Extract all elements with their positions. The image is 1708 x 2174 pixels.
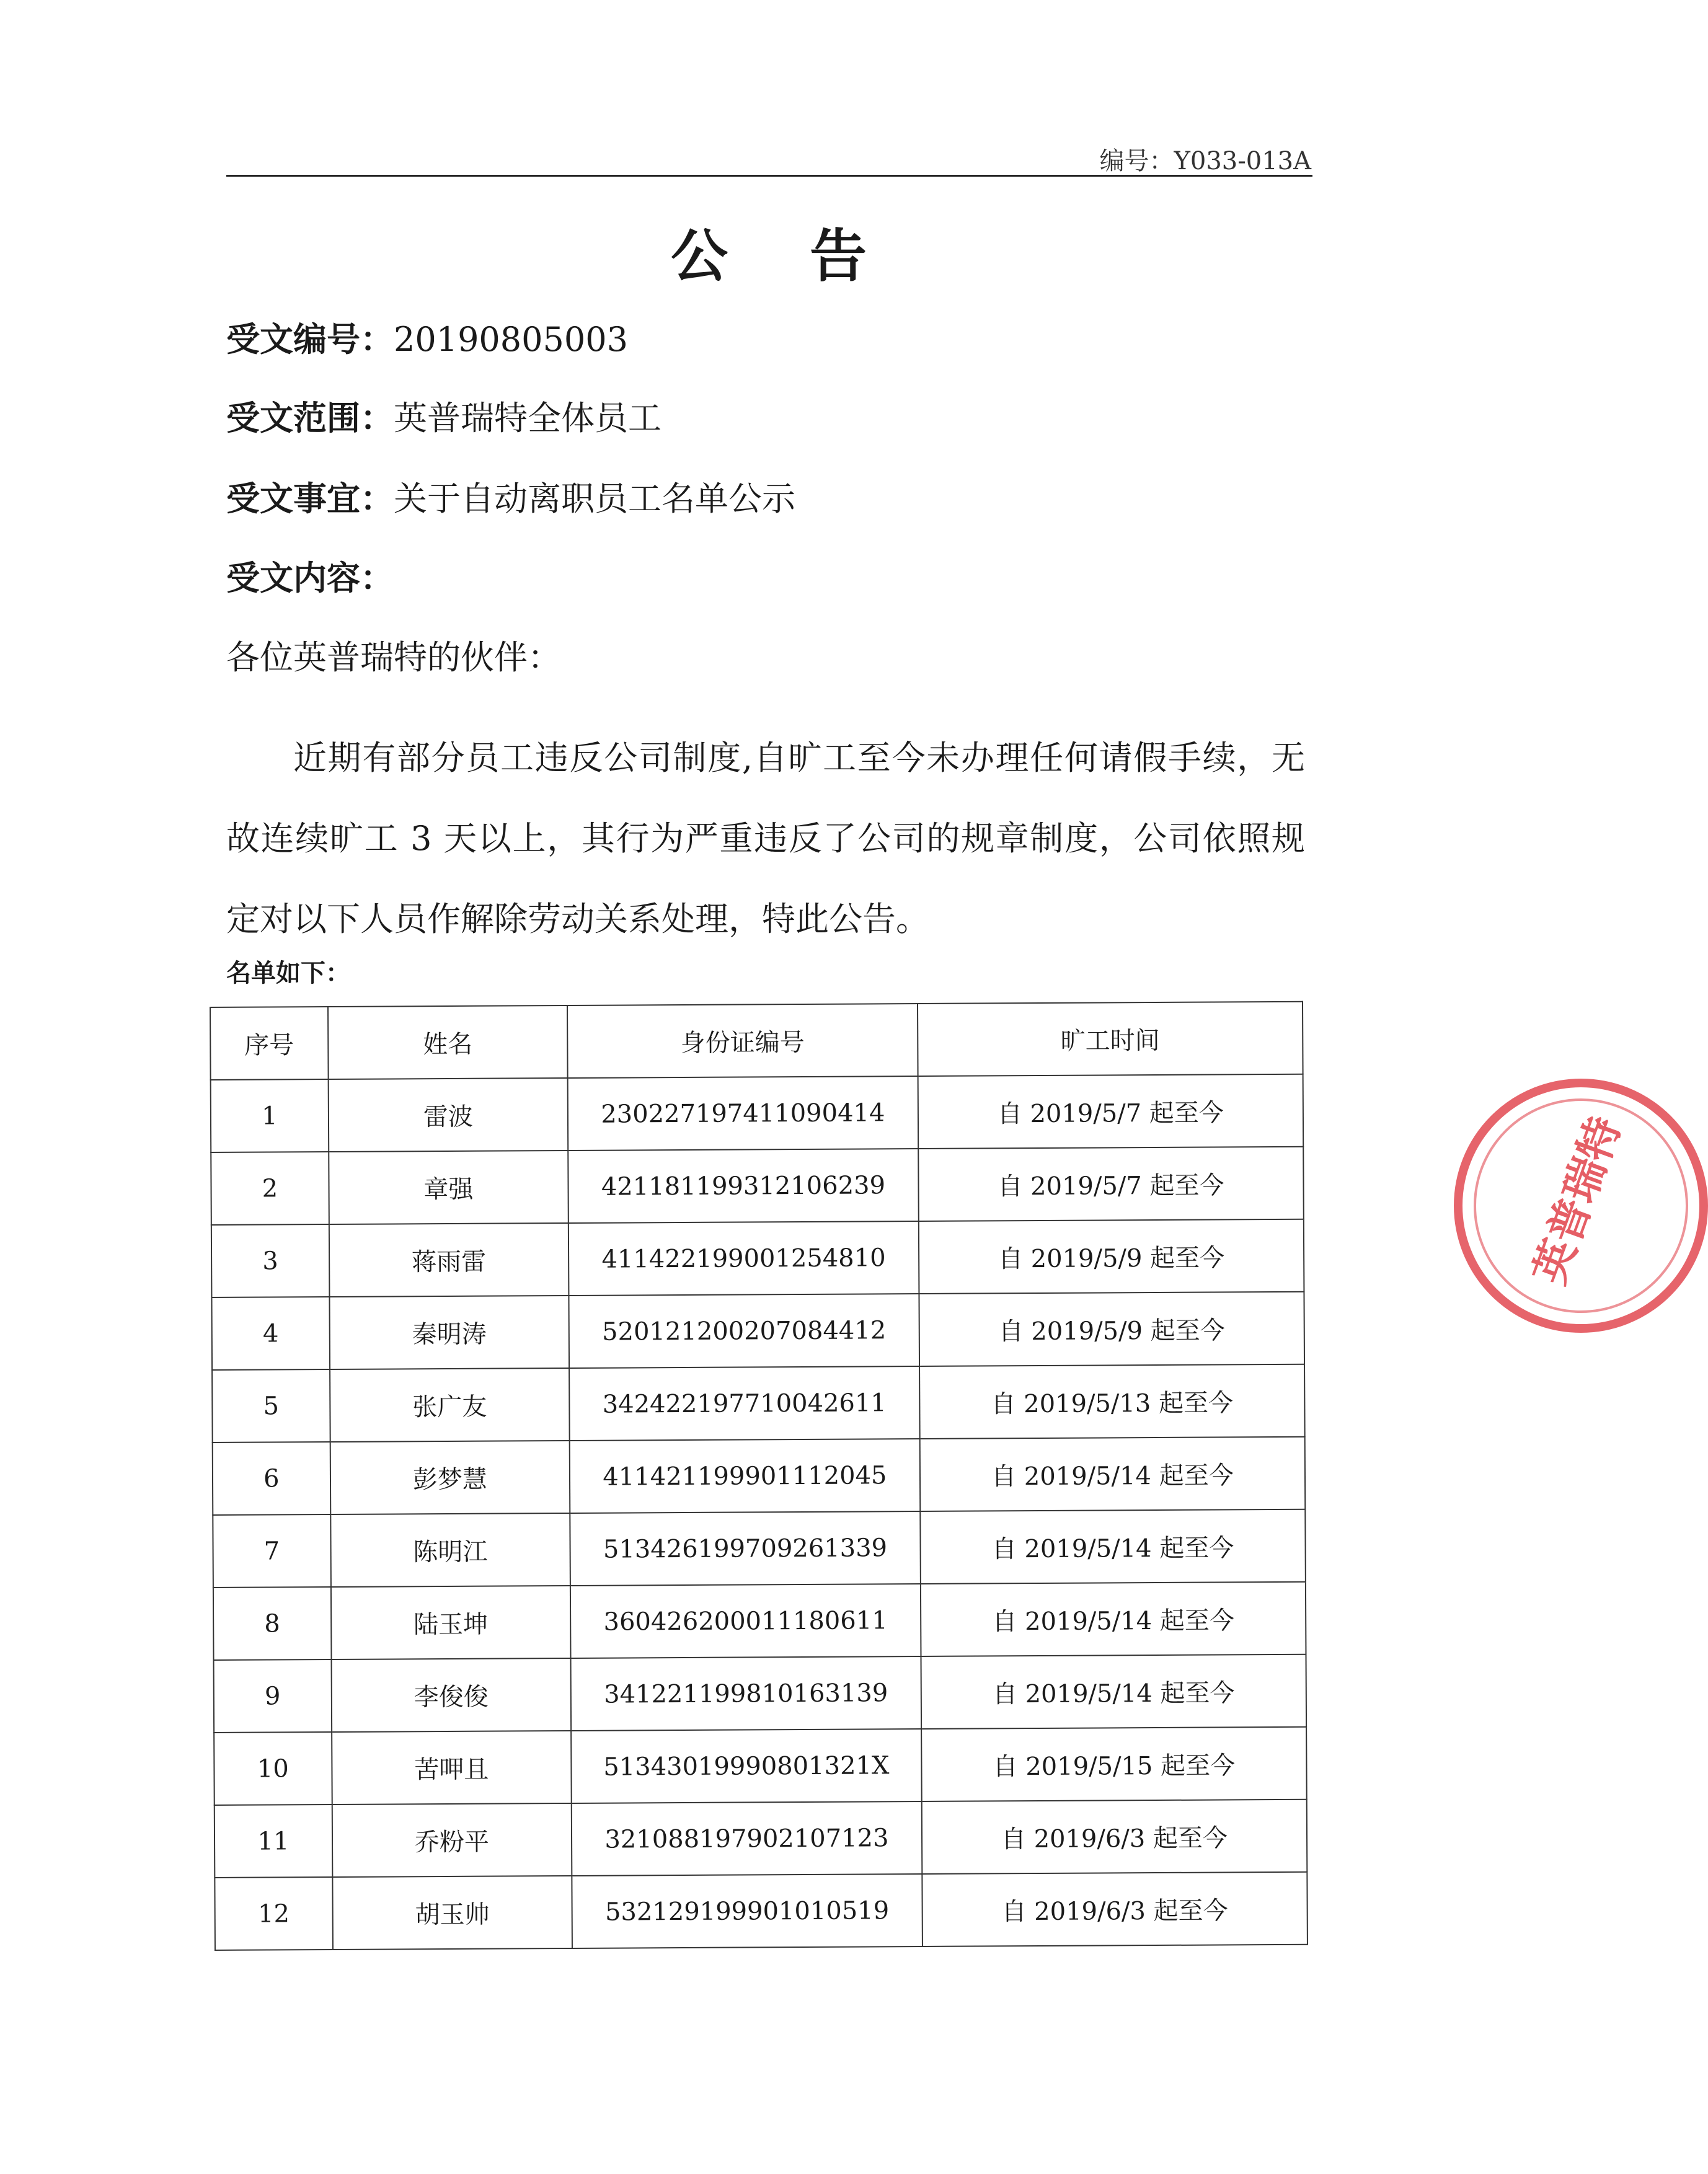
employee-name: 苦呷且	[332, 1731, 572, 1805]
absence-date: 自 2019/5/7 起至今	[918, 1074, 1303, 1149]
employee-name: 秦明涛	[329, 1296, 569, 1369]
field-value: 关于自动离职员工名单公示	[394, 479, 795, 518]
absence-date: 自 2019/5/14 起至今	[921, 1655, 1306, 1729]
table-row	[211, 1292, 1304, 1370]
table-body	[211, 1074, 1308, 1950]
absence-date: 自 2019/5/14 起至今	[919, 1437, 1305, 1511]
header-cell: 序号	[210, 1007, 328, 1080]
table-row	[211, 1219, 1304, 1297]
table-row	[211, 1147, 1304, 1225]
employee-name: 李俊俊	[331, 1658, 571, 1732]
row-index: 1	[211, 1079, 329, 1152]
id-number: 411422199001254810	[569, 1221, 919, 1296]
id-number: 360426200011180611	[570, 1584, 921, 1658]
row-index: 11	[215, 1805, 332, 1878]
absence-date: 自 2019/5/7 起至今	[918, 1147, 1304, 1221]
employee-name: 张广友	[330, 1368, 570, 1442]
header-cell: 旷工时间	[918, 1002, 1303, 1076]
absence-date: 自 2019/5/13 起至今	[919, 1364, 1305, 1439]
id-number: 341221199810163139	[571, 1656, 921, 1731]
header-cell: 身份证编号	[567, 1004, 918, 1078]
absence-date: 自 2019/6/3 起至今	[922, 1872, 1308, 1946]
page-title: 公 告	[670, 223, 898, 289]
id-number: 321088197902107123	[572, 1801, 922, 1876]
absence-date: 自 2019/5/14 起至今	[920, 1509, 1306, 1584]
id-number: 230227197411090414	[568, 1076, 918, 1151]
doc-number-field	[226, 313, 628, 361]
field-label: 受文编号：	[226, 319, 394, 359]
seal-text: 英普瑞特	[1523, 1110, 1631, 1291]
list-label: 名单如下：	[226, 958, 350, 988]
table-header-row	[210, 1002, 1303, 1080]
table-row	[215, 1872, 1308, 1950]
employee-table	[210, 1001, 1308, 1951]
employee-name: 乔粉平	[332, 1803, 572, 1877]
absence-date: 自 2019/5/14 起至今	[921, 1582, 1306, 1656]
table-row	[213, 1582, 1306, 1660]
field-label: 受文事宜：	[226, 479, 394, 518]
company-seal	[1454, 1079, 1708, 1333]
subject-field	[226, 472, 795, 520]
id-number: 411421199901112045	[570, 1439, 920, 1513]
id-number: 520121200207084412	[569, 1294, 919, 1368]
content-field	[226, 552, 394, 599]
header-rule	[226, 175, 1312, 177]
id-number: 513426199709261339	[570, 1511, 920, 1586]
row-index: 5	[212, 1369, 330, 1443]
field-label: 受文范围：	[226, 398, 394, 438]
employee-name: 彭梦慧	[330, 1441, 570, 1514]
row-index: 2	[211, 1152, 329, 1225]
employee-name: 陈明江	[330, 1513, 570, 1587]
document-number: 编号：Y033-013A	[1099, 147, 1311, 175]
id-number: 342422197710042611	[569, 1366, 919, 1441]
employee-name: 章强	[329, 1151, 569, 1224]
table-row	[212, 1364, 1305, 1443]
field-label: 受文内容：	[226, 558, 394, 598]
field-value: 英普瑞特全体员工	[394, 399, 662, 438]
absence-date: 自 2019/5/15 起至今	[921, 1727, 1307, 1801]
employee-name: 胡玉帅	[332, 1876, 572, 1950]
employee-name: 蒋雨雷	[329, 1223, 569, 1297]
table-row	[214, 1727, 1307, 1805]
table-row	[213, 1509, 1306, 1588]
row-index: 3	[211, 1224, 329, 1297]
field-value: 20190805003	[394, 320, 628, 359]
id-number: 532129199901010519	[572, 1874, 922, 1948]
table-row	[214, 1655, 1307, 1733]
id-number: 51343019990801321X	[571, 1729, 921, 1803]
id-number: 421181199312106239	[568, 1149, 918, 1223]
table-row	[213, 1437, 1306, 1515]
header-cell: 姓名	[328, 1005, 568, 1079]
row-index: 12	[215, 1877, 332, 1950]
absence-date: 自 2019/6/3 起至今	[922, 1800, 1308, 1874]
table-row	[211, 1074, 1304, 1152]
row-index: 7	[213, 1514, 330, 1588]
row-index: 4	[211, 1297, 329, 1370]
body-paragraph: 近期有部分员工违反公司制度,自旷工至今未办理任何请假手续，无故连续旷工 3 天以上，其行为严重违反了公司的规章制度，公司依照规定对以下人员作解除劳动关系处理，特此公告。	[226, 738, 1305, 939]
absence-date: 自 2019/5/9 起至今	[919, 1292, 1304, 1366]
employee-name: 雷波	[328, 1078, 568, 1152]
row-index: 8	[213, 1587, 331, 1660]
absence-date: 自 2019/5/9 起至今	[919, 1219, 1304, 1294]
greeting: 各位英普瑞特的伙伴：	[226, 638, 561, 677]
row-index: 6	[213, 1442, 330, 1515]
row-index: 9	[214, 1659, 332, 1733]
employee-name: 陆玉坤	[331, 1586, 571, 1659]
scope-field	[226, 392, 662, 440]
row-index: 10	[214, 1732, 332, 1805]
table-row	[215, 1800, 1308, 1878]
